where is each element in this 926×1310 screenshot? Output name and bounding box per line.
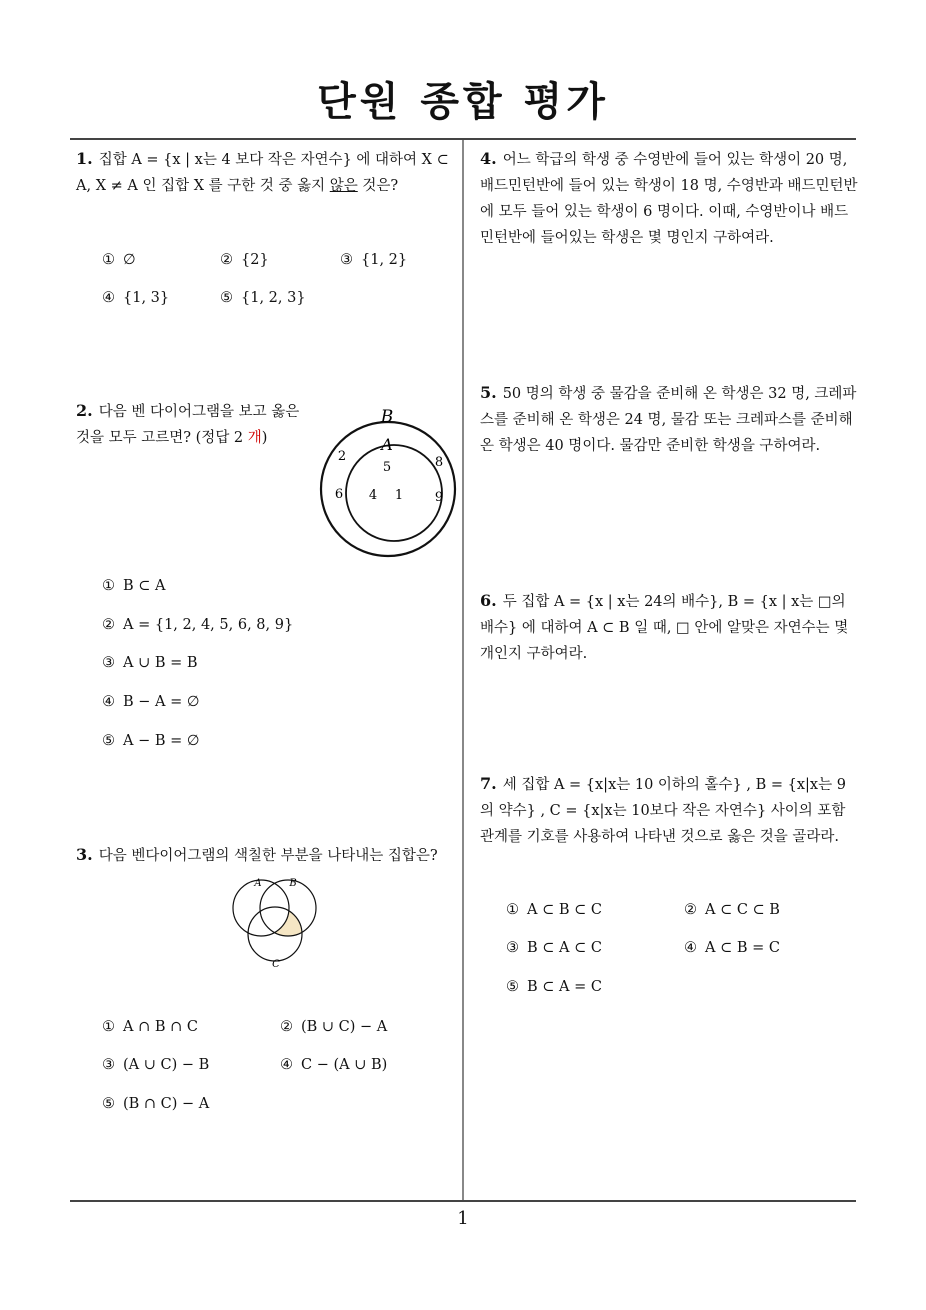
option-mark: ⑤ [102, 733, 115, 749]
question-number: 5. [480, 383, 497, 402]
option-text: {2} [241, 252, 269, 268]
option-text: (B ∩ C) − A [123, 1096, 210, 1112]
q7-option-4[interactable] [684, 940, 780, 956]
question-text: 세 집합 A = {x|x는 10 이하의 홀수} , B = {x|x는 9의 약수} , C = {x|x는 10보다 작은 자연수} 사이의 포함관계를 기호를 사용하여 나타낸 것으로 옳은 것을 골라라. [480, 777, 846, 845]
option-mark: ③ [102, 655, 115, 671]
option-mark: ② [220, 252, 233, 268]
q7-option-3[interactable] [506, 940, 602, 956]
q2-option-2[interactable] [102, 617, 293, 633]
option-mark: ③ [506, 940, 519, 956]
q2-option-4[interactable] [102, 694, 200, 710]
q3-option-1[interactable] [102, 1019, 198, 1035]
set-a-label: A [381, 435, 393, 454]
option-text: A ⊂ B = C [705, 940, 780, 956]
option-mark: ② [280, 1019, 293, 1035]
q7-option-5[interactable] [506, 979, 602, 995]
question-text: 50 명의 학생 중 물감을 준비해 온 학생은 32 명, 크레파스를 준비해 온 학생은 24 명, 물감 또는 크레파스를 준비해 온 학생은 40 명이다. 물감만 준비한 학생을 구하여라. [480, 386, 857, 454]
option-mark: ① [102, 252, 115, 268]
option-text: {1, 2, 3} [241, 290, 306, 306]
option-mark: ④ [280, 1057, 293, 1073]
option-mark: ① [102, 1019, 115, 1035]
option-text: A ⊂ C ⊂ B [705, 902, 780, 918]
q3-option-5[interactable] [102, 1096, 209, 1112]
question-number: 2. [76, 401, 93, 420]
element-9: 9 [434, 490, 444, 505]
page-title: 단원 종합 평가 [317, 79, 609, 125]
option-mark: ① [102, 578, 115, 594]
option-mark: ④ [102, 290, 115, 306]
question-4 [480, 146, 858, 251]
option-mark: ④ [684, 940, 697, 956]
option-text: B ⊂ A = C [527, 979, 602, 995]
option-text: (A ∪ C) − B [123, 1057, 210, 1073]
element-6: 6 [334, 487, 344, 502]
question-5 [480, 380, 858, 459]
question-number: 1. [76, 149, 93, 168]
q2-option-5[interactable] [102, 733, 200, 749]
option-text: ∅ [123, 252, 136, 268]
option-mark: ⑤ [102, 1096, 115, 1112]
q3-venn-diagram [228, 876, 328, 970]
question-red-text: 개 [247, 430, 262, 446]
option-mark: ③ [340, 252, 353, 268]
option-text: A ⊂ B ⊂ C [527, 902, 602, 918]
question-text: 다음 벤 다이어그램을 보고 옳은 것을 모두 고르면? (정답 2 [76, 404, 300, 446]
element-8: 8 [434, 455, 444, 470]
q1-option-3[interactable] [340, 252, 407, 268]
question-text-end: ) [261, 430, 268, 446]
column-divider [462, 140, 464, 1202]
q7-option-2[interactable] [684, 902, 780, 918]
question-text-end: 것은? [357, 178, 399, 194]
question-text: 어느 학급의 학생 중 수영반에 들어 있는 학생이 20 명, 배드민턴반에 들어 있는 학생이 18 명, 수영반과 배드민턴반에 모두 들어 있는 학생이 6 명이다. 이때, 수영반이나 배드민턴반에 들어있는 학생은 몇 명인지 구하여라. [480, 152, 858, 246]
element-4: 4 [368, 488, 378, 503]
option-text: B − A = ∅ [123, 694, 200, 710]
question-number: 3. [76, 845, 93, 864]
set-b-label: B [289, 878, 297, 889]
question-2 [76, 398, 302, 451]
question-text: 두 집합 A = {x | x는 24의 배수}, B = {x | x는 □의 배수} 에 대하여 A ⊂ B 일 때, □ 안에 알맞은 자연수는 몇 개인지 구하여라. [480, 594, 849, 662]
question-6 [480, 588, 858, 667]
option-mark: ① [506, 902, 519, 918]
q3-option-2[interactable] [280, 1019, 387, 1035]
option-text: (B ∪ C) − A [301, 1019, 388, 1035]
question-3 [76, 842, 461, 869]
option-text: C − (A ∪ B) [301, 1057, 388, 1073]
question-underlined-text: 않은 [329, 178, 358, 194]
option-mark: ④ [102, 694, 115, 710]
q1-option-5[interactable] [220, 290, 306, 306]
q3-option-4[interactable] [280, 1057, 387, 1073]
question-text: 다음 벤다이어그램의 색칠한 부분을 나타내는 집합은? [98, 848, 438, 864]
option-text: A = {1, 2, 4, 5, 6, 8, 9} [123, 617, 294, 633]
option-text: B ⊂ A [123, 578, 166, 594]
set-c-label: C [272, 959, 280, 970]
option-mark: ② [684, 902, 697, 918]
set-b-label: B [380, 407, 394, 427]
element-1: 1 [394, 488, 404, 503]
option-mark: ③ [102, 1057, 115, 1073]
question-text: 집합 A = {x | x는 4 보다 작은 자연수} 에 대하여 X ⊂ A, X ≠ A 인 집합 X 를 구한 것 중 옳지 [76, 152, 449, 194]
q2-option-3[interactable] [102, 655, 198, 671]
element-5: 5 [382, 460, 392, 475]
option-text: B ⊂ A ⊂ C [527, 940, 602, 956]
question-number: 6. [480, 591, 497, 610]
bottom-rule [70, 1200, 856, 1202]
set-a-label: A [254, 878, 262, 889]
element-2: 2 [337, 449, 347, 464]
q3-option-3[interactable] [102, 1057, 209, 1073]
question-number: 7. [480, 774, 497, 793]
option-text: A ∩ B ∩ C [123, 1019, 198, 1035]
q2-option-1[interactable] [102, 578, 166, 594]
question-1 [76, 146, 456, 199]
q1-option-2[interactable] [220, 252, 269, 268]
option-mark: ⑤ [220, 290, 233, 306]
q7-option-1[interactable] [506, 902, 602, 918]
option-mark: ② [102, 617, 115, 633]
option-mark: ⑤ [506, 979, 519, 995]
page-number: 1 [457, 1208, 469, 1229]
option-text: {1, 3} [123, 290, 170, 306]
option-text: A − B = ∅ [123, 733, 200, 749]
q1-option-1[interactable] [102, 252, 136, 268]
q2-venn-diagram [316, 400, 466, 570]
q1-option-4[interactable] [102, 290, 169, 306]
question-number: 4. [480, 149, 497, 168]
option-text: {1, 2} [361, 252, 408, 268]
question-7 [480, 771, 858, 850]
option-text: A ∪ B = B [123, 655, 198, 671]
